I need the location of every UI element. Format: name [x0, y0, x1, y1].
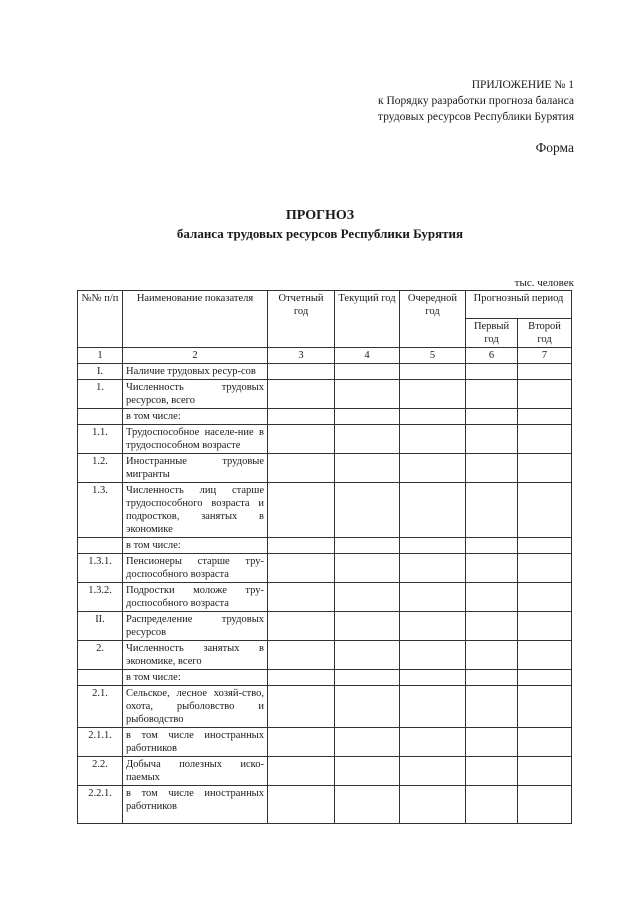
- value-cell: [268, 380, 335, 409]
- table-row: [78, 364, 572, 380]
- table-row: [78, 641, 572, 670]
- col-number: 3: [268, 348, 335, 364]
- value-cell: [466, 409, 518, 425]
- header-current-year: Текущий год: [335, 291, 400, 348]
- value-cell: [518, 728, 572, 757]
- value-cell: [268, 409, 335, 425]
- value-cell: [466, 454, 518, 483]
- header-name: Наименование показателя: [123, 291, 268, 348]
- indicator-name: Сельское, лесное хозяй-ство, охота, рыболовство и рыбоводство: [123, 686, 268, 728]
- value-cell: [400, 612, 466, 641]
- indicator-name: в том числе иностранных работников: [123, 786, 268, 824]
- value-cell: [518, 483, 572, 538]
- value-cell: [400, 670, 466, 686]
- value-cell: [518, 454, 572, 483]
- row-number: 2.1.: [78, 686, 123, 728]
- value-cell: [400, 409, 466, 425]
- value-cell: [466, 483, 518, 538]
- value-cell: [335, 641, 400, 670]
- value-cell: [466, 757, 518, 786]
- appendix-line-1: ПРИЛОЖЕНИЕ № 1: [471, 79, 574, 91]
- value-cell: [518, 583, 572, 612]
- value-cell: [518, 670, 572, 686]
- title-subtitle: баланса трудовых ресурсов Республики Бурятия: [176, 226, 464, 241]
- value-cell: [518, 409, 572, 425]
- value-cell: [466, 612, 518, 641]
- row-number: [78, 670, 123, 686]
- value-cell: [335, 554, 400, 583]
- value-cell: [335, 786, 400, 824]
- value-cell: [268, 425, 335, 454]
- value-cell: [268, 454, 335, 483]
- value-cell: [400, 483, 466, 538]
- forecast-table: [77, 290, 572, 824]
- indicator-name: Пенсионеры старше тру-доспособного возраста: [123, 554, 268, 583]
- appendix-header: [378, 77, 574, 125]
- header-reported-year: Отчетный год: [268, 291, 335, 348]
- row-number: 1.1.: [78, 425, 123, 454]
- table-row: [78, 483, 572, 538]
- value-cell: [335, 409, 400, 425]
- value-cell: [268, 641, 335, 670]
- value-cell: [466, 786, 518, 824]
- header-row: [78, 291, 572, 319]
- table-row: [78, 554, 572, 583]
- indicator-name: Иностранные трудовые мигранты: [123, 454, 268, 483]
- row-number: [78, 538, 123, 554]
- col-number: 5: [400, 348, 466, 364]
- row-number: 2.2.: [78, 757, 123, 786]
- value-cell: [518, 786, 572, 824]
- title-main: ПРОГНОЗ: [285, 208, 355, 223]
- value-cell: [518, 686, 572, 728]
- value-cell: [268, 757, 335, 786]
- table-row: [78, 786, 572, 824]
- header-second-year: Второй год: [518, 319, 572, 348]
- value-cell: [400, 786, 466, 824]
- table-row: [78, 757, 572, 786]
- row-number: 2.2.1.: [78, 786, 123, 824]
- table-row: [78, 583, 572, 612]
- value-cell: [518, 425, 572, 454]
- value-cell: [335, 538, 400, 554]
- indicator-name: в том числе:: [123, 670, 268, 686]
- row-number: I.: [78, 364, 123, 380]
- form-label: Форма: [535, 140, 574, 155]
- value-cell: [268, 728, 335, 757]
- col-number: 6: [466, 348, 518, 364]
- indicator-name: в том числе:: [123, 409, 268, 425]
- indicator-name: Подростки моложе тру-доспособного возраста: [123, 583, 268, 612]
- value-cell: [400, 641, 466, 670]
- row-number: 2.: [78, 641, 123, 670]
- value-cell: [466, 641, 518, 670]
- value-cell: [518, 612, 572, 641]
- value-cell: [400, 554, 466, 583]
- value-cell: [518, 380, 572, 409]
- indicator-name: Распределение трудовых ресурсов: [123, 612, 268, 641]
- row-number: 2.1.1.: [78, 728, 123, 757]
- header-next-year: Очередной год: [400, 291, 466, 348]
- value-cell: [400, 728, 466, 757]
- table-row: [78, 538, 572, 554]
- value-cell: [518, 538, 572, 554]
- value-cell: [400, 538, 466, 554]
- row-number: 1.3.: [78, 483, 123, 538]
- value-cell: [268, 364, 335, 380]
- table-row: [78, 686, 572, 728]
- col-number: 7: [518, 348, 572, 364]
- indicator-name: в том числе иностранных работников: [123, 728, 268, 757]
- value-cell: [268, 554, 335, 583]
- indicator-name: в том числе:: [123, 538, 268, 554]
- value-cell: [466, 686, 518, 728]
- row-number: 1.: [78, 380, 123, 409]
- value-cell: [268, 483, 335, 538]
- value-cell: [268, 583, 335, 612]
- value-cell: [518, 554, 572, 583]
- value-cell: [268, 686, 335, 728]
- document-title: [0, 207, 640, 243]
- appendix-line-2: к Порядку разработки прогноза баланса: [378, 95, 574, 107]
- value-cell: [518, 641, 572, 670]
- value-cell: [518, 757, 572, 786]
- value-cell: [466, 554, 518, 583]
- indicator-name: Численность трудовых ресурсов, всего: [123, 380, 268, 409]
- header-num: №№ п/п: [78, 291, 123, 348]
- table-row: [78, 425, 572, 454]
- value-cell: [268, 670, 335, 686]
- appendix-line-3: трудовых ресурсов Республики Бурятия: [377, 111, 574, 123]
- value-cell: [400, 425, 466, 454]
- indicator-name: Наличие трудовых ресур-сов: [123, 364, 268, 380]
- table-row: [78, 380, 572, 409]
- value-cell: [335, 454, 400, 483]
- value-cell: [335, 728, 400, 757]
- value-cell: [268, 538, 335, 554]
- indicator-name: Численность занятых в экономике, всего: [123, 641, 268, 670]
- indicator-name: Численность лиц старше трудоспособного возраста и подростков, занятых в экономике: [123, 483, 268, 538]
- table-row: [78, 612, 572, 641]
- value-cell: [466, 538, 518, 554]
- table-row: [78, 728, 572, 757]
- value-cell: [466, 583, 518, 612]
- value-cell: [335, 612, 400, 641]
- row-number: II.: [78, 612, 123, 641]
- row-number: [78, 409, 123, 425]
- table-row: [78, 670, 572, 686]
- value-cell: [268, 612, 335, 641]
- indicator-name: Трудоспособное населе-ние в трудоспособном возрасте: [123, 425, 268, 454]
- value-cell: [400, 686, 466, 728]
- value-cell: [335, 686, 400, 728]
- column-number-row: [78, 348, 572, 364]
- value-cell: [466, 425, 518, 454]
- value-cell: [335, 425, 400, 454]
- header-forecast-period: Прогнозный период: [466, 291, 572, 319]
- table-row: [78, 409, 572, 425]
- value-cell: [400, 757, 466, 786]
- value-cell: [335, 483, 400, 538]
- value-cell: [400, 583, 466, 612]
- value-cell: [335, 757, 400, 786]
- col-number: 2: [123, 348, 268, 364]
- header-first-year: Первый год: [466, 319, 518, 348]
- value-cell: [335, 364, 400, 380]
- value-cell: [335, 583, 400, 612]
- value-cell: [400, 380, 466, 409]
- value-cell: [335, 380, 400, 409]
- col-number: 4: [335, 348, 400, 364]
- value-cell: [400, 364, 466, 380]
- table-row: [78, 454, 572, 483]
- units-label: тыс. человек: [514, 277, 574, 289]
- value-cell: [466, 380, 518, 409]
- col-number: 1: [78, 348, 123, 364]
- value-cell: [335, 670, 400, 686]
- value-cell: [400, 454, 466, 483]
- row-number: 1.3.1.: [78, 554, 123, 583]
- value-cell: [466, 670, 518, 686]
- row-number: 1.2.: [78, 454, 123, 483]
- row-number: 1.3.2.: [78, 583, 123, 612]
- value-cell: [466, 364, 518, 380]
- indicator-name: Добыча полезных иско-паемых: [123, 757, 268, 786]
- value-cell: [466, 728, 518, 757]
- value-cell: [518, 364, 572, 380]
- value-cell: [268, 786, 335, 824]
